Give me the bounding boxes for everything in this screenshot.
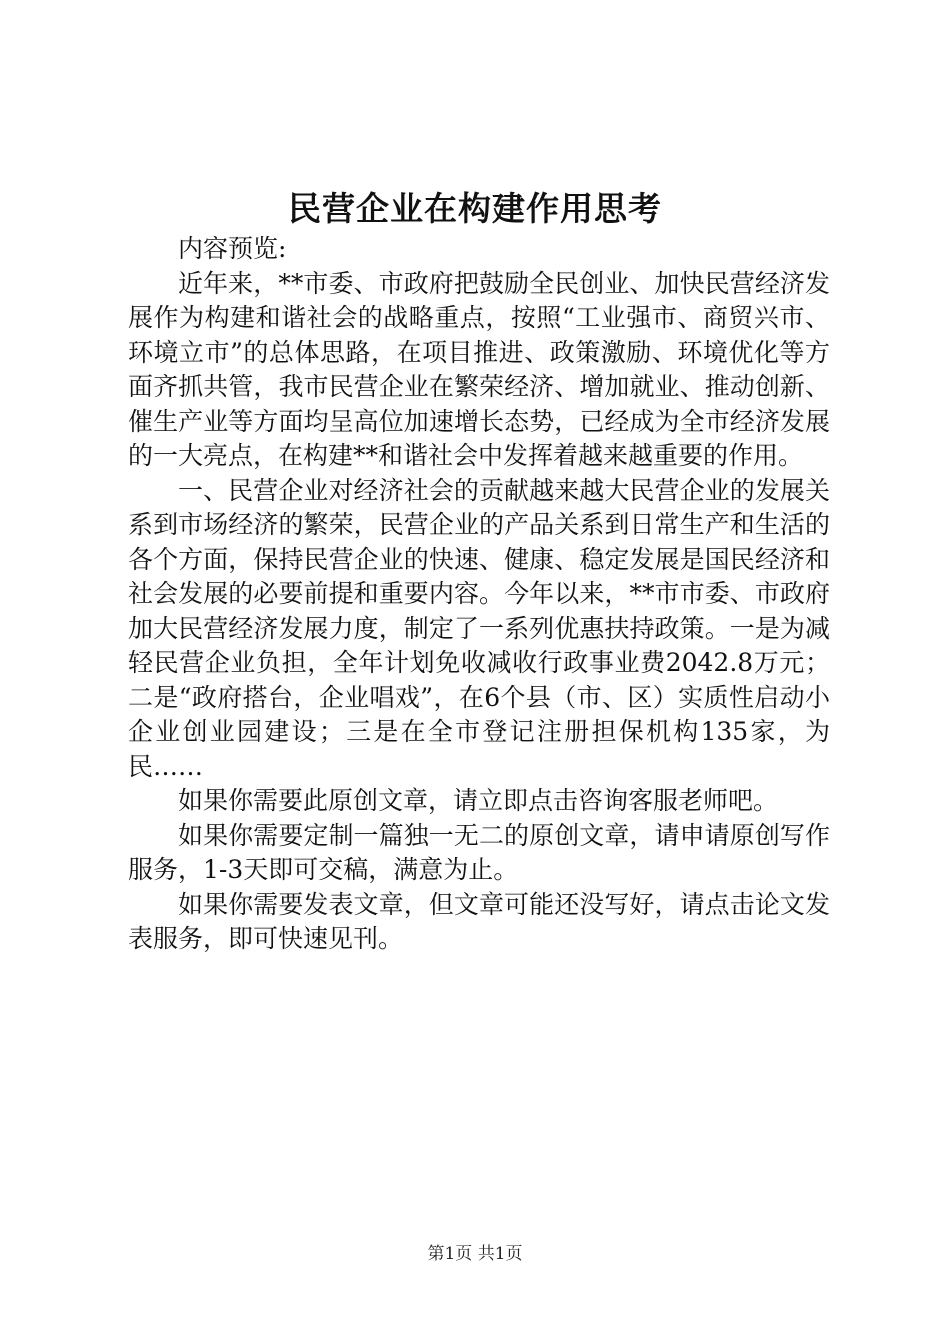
paragraph-custom-writing[interactable]: 如果你需要定制一篇独一无二的原创文章，请申请原创写作服务，1-3天即可交稿，满意为止。 — [128, 820, 830, 884]
paragraph-consult-link[interactable]: 如果你需要此原创文章，请立即点击咨询客服老师吧。 — [178, 786, 779, 815]
paragraph-section-one: 一、民营企业对经济社会的贡献越来越大民营企业的发展关系到市场经济的繁荣，民营企业的产品关系到日常生产和生活的各个方面，保持民营企业的快速、健康、稳定发展是国民经济和社会发展的必要前提和重要内容。今年以来，**市市委、市政府加大民营经济发展力度，制定了一系列优惠扶持政策。一是为减轻民营企业负担，全年计划免收减收行政事业费2042.8万元；二是“政府搭台，企业唱戏”，在6个县（市、区）实质性启动小企业创业园建设；三是在全市登记注册担保机构135家，为民…… — [128, 475, 830, 781]
page-footer: 第1页 共1页 — [427, 1244, 523, 1264]
document-body — [128, 232, 830, 957]
preview-label: 内容预览: — [178, 234, 287, 263]
paragraph-publish-service[interactable]: 如果你需要发表文章，但文章可能还没写好，请点击论文发表服务，即可快速见刊。 — [128, 889, 830, 953]
document-title: 民营企业在构建作用思考 — [288, 189, 662, 228]
paragraph-intro: 近年来，**市委、市政府把鼓励全民创业、加快民营经济发展作为构建和谐社会的战略重点，按照“工业强市、商贸兴市、环境立市”的总体思路，在项目推进、政策激励、环境优化等方面齐抓共管，我市民营企业在繁荣经济、增加就业、推动创新、催生产业等方面均呈高位加速增长态势，已经成为全市经济发展的一大亮点，在构建**和谐社会中发挥着越来越重要的作用。 — [128, 268, 830, 470]
